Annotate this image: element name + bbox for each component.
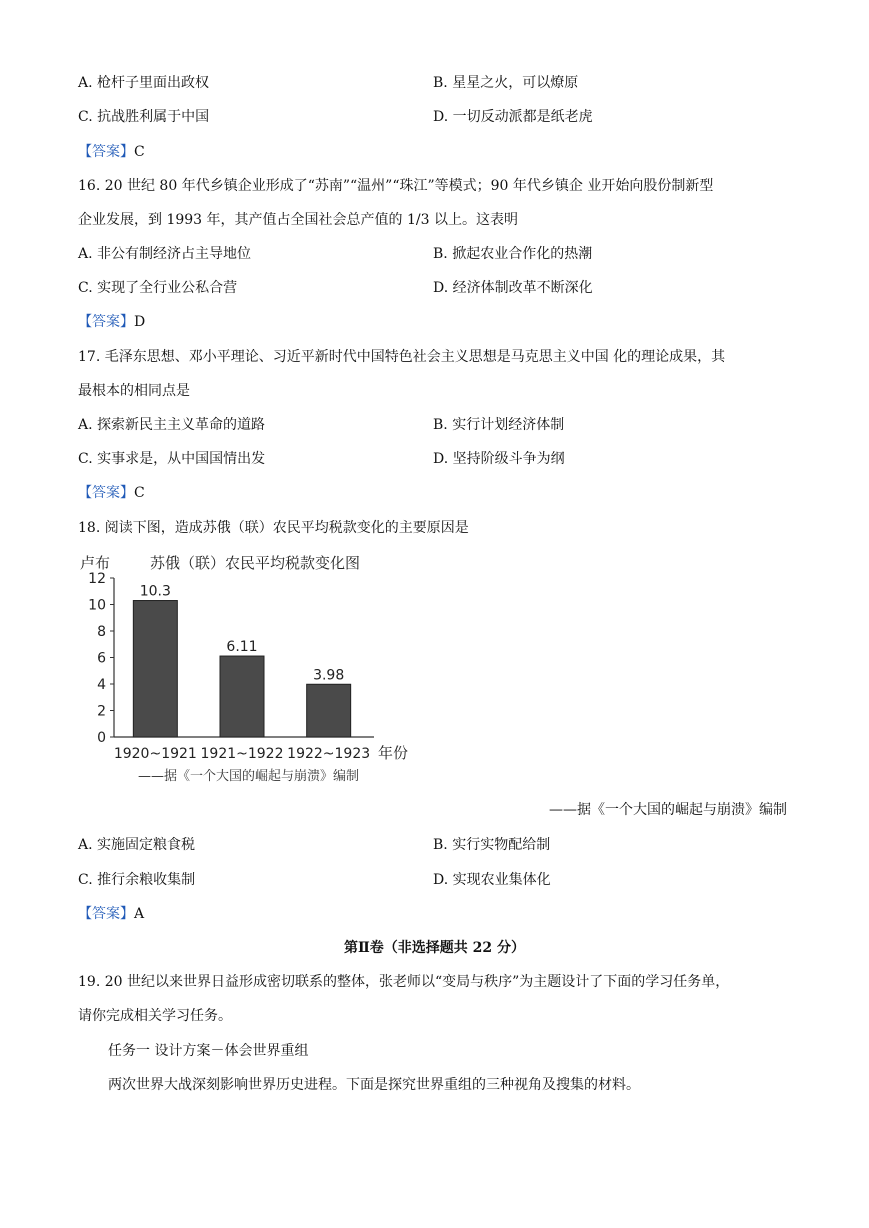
q15-option-a: A. 枪杆子里面出政权 <box>78 75 210 91</box>
q17-option-a: A. 探索新民主主义革命的道路 <box>78 417 266 433</box>
answer-tag: 【答案】 <box>78 144 134 160</box>
q15-option-b: B. 星星之火，可以燎原 <box>433 75 579 91</box>
y-tick-label: 4 <box>97 677 106 693</box>
chart-y-axis-label: 卢布 <box>80 554 111 572</box>
q16-stem-line1: 16. 20 世纪 80 年代乡镇企业形成了“苏南”“温州”“珠江”等模式；90 年代乡镇企 业开始向股份制新型 <box>78 178 714 194</box>
chart-bars <box>133 584 350 737</box>
x-tick-label: 1920~1921 <box>113 746 197 762</box>
answer-value: C <box>134 144 145 160</box>
q18-answer <box>78 904 144 924</box>
q19-stem-line2: 请你完成相关学习任务。 <box>78 1008 232 1024</box>
answer-value: A <box>134 906 145 922</box>
y-tick-label: 6 <box>97 650 106 667</box>
q17-option-c: C. 实事求是，从中国国情出发 <box>78 451 266 467</box>
answer-tag: 【答案】 <box>78 485 134 501</box>
answer-value: C <box>134 485 145 501</box>
answer-tag: 【答案】 <box>78 314 134 330</box>
y-tick-label: 10 <box>88 597 106 614</box>
q16-answer <box>78 312 145 332</box>
q18-option-d: D. 实现农业集体化 <box>433 872 551 888</box>
q17-stem-line2: 最根本的相同点是 <box>78 383 190 399</box>
q16-option-c: C. 实现了全行业公私合营 <box>78 280 238 296</box>
x-tick-label: 1921~1922 <box>200 746 284 762</box>
section-2-title: 第Ⅱ卷（非选择题共 22 分） <box>343 940 526 956</box>
q18-option-b: B. 实行实物配给制 <box>433 837 551 853</box>
q16-option-b: B. 掀起农业合作化的热潮 <box>433 246 593 262</box>
chart-y-ticks <box>88 571 114 746</box>
chart-bar <box>307 684 351 737</box>
chart-x-ticks <box>114 746 370 762</box>
chart-x-axis-label: 年份 <box>378 744 409 762</box>
chart-bar <box>220 656 264 737</box>
x-tick-label: 1922~1923 <box>287 746 371 762</box>
q17-option-b: B. 实行计划经济体制 <box>433 417 565 433</box>
bar-value-label: 10.3 <box>139 583 171 600</box>
q16-option-a: A. 非公有制经济占主导地位 <box>78 246 252 262</box>
q18-option-a: A. 实施固定粮食税 <box>78 837 196 853</box>
chart-svg <box>78 548 418 788</box>
answer-value: D <box>134 314 146 330</box>
q19-stem-line1: 19. 20 世纪以来世界日益形成密切联系的整体，张老师以“变局与秩序”为主题设计了下面的学习任务单， <box>78 974 730 990</box>
q18-stem: 18. 阅读下图，造成苏俄（联）农民平均税款变化的主要原因是 <box>78 520 469 536</box>
q16-stem-line2: 企业发展，到 1993 年，其产值占全国社会总产值的 1/3 以上。这表明 <box>78 212 518 228</box>
y-tick-label: 8 <box>97 624 106 640</box>
y-tick-label: 12 <box>88 571 106 587</box>
q17-option-d: D. 坚持阶级斗争为纲 <box>433 451 565 467</box>
y-tick-label: 2 <box>97 703 106 720</box>
q18-option-c: C. 推行余粮收集制 <box>78 872 196 888</box>
tax-bar-chart <box>78 548 418 788</box>
bar-value-label: 3.98 <box>313 667 345 684</box>
chart-bar <box>133 601 177 737</box>
y-tick-label: 0 <box>97 730 106 746</box>
chart-caption: ——据《一个大国的崛起与崩溃》编制 <box>138 769 360 784</box>
chart-title: 苏俄（联）农民平均税款变化图 <box>150 554 361 572</box>
bar-value-label: 6.11 <box>226 639 258 656</box>
q17-stem-line1: 17. 毛泽东思想、邓小平理论、习近平新时代中国特色社会主义思想是马克思主义中国 化的理论成果，其 <box>78 349 726 365</box>
q15-answer <box>78 142 145 162</box>
q19-task1-title: 任务一 设计方案－体会世界重组 <box>108 1043 309 1059</box>
q18-source: ——据《一个大国的崛起与崩溃》编制 <box>549 802 787 818</box>
q15-option-d: D. 一切反动派都是纸老虎 <box>433 109 593 125</box>
q19-task1-desc: 两次世界大战深刻影响世界历史进程。下面是探究世界重组的三种视角及搜集的材料。 <box>108 1077 640 1093</box>
q15-option-c: C. 抗战胜利属于中国 <box>78 109 210 125</box>
answer-tag: 【答案】 <box>78 906 134 922</box>
q17-answer <box>78 483 145 503</box>
q16-option-d: D. 经济体制改革不断深化 <box>433 280 593 296</box>
